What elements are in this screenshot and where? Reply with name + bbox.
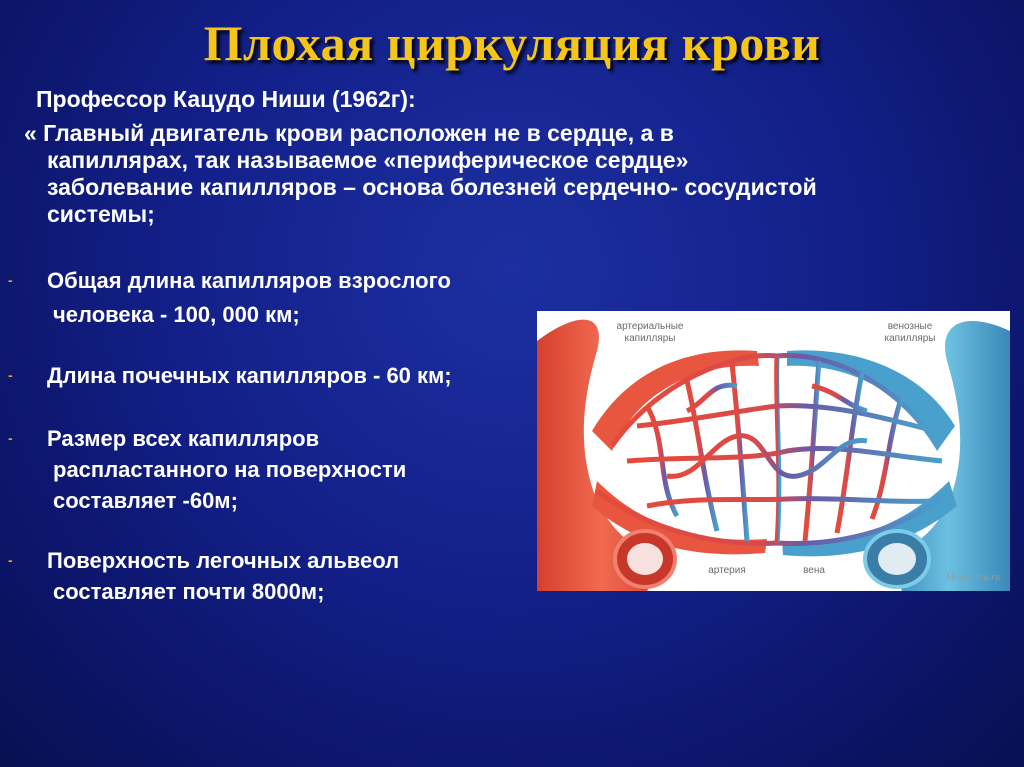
fact-line: составляет почти 8000м; <box>53 579 325 604</box>
fact-line: Поверхность легочных альвеол <box>47 548 400 573</box>
label-venous-capillaries <box>855 321 965 345</box>
capillary-illustration <box>537 311 1010 591</box>
label-text: венозные <box>887 321 933 332</box>
slide-title: Плохая циркуляция крови <box>203 15 821 71</box>
label-text: капилляры <box>624 333 676 344</box>
fact-line: Длина почечных капилляров - 60 км; <box>47 363 452 388</box>
quote-line: заболевание капилляров – основа болезней сердечно- сосудистой <box>47 174 817 200</box>
author-line: Профессор Кацудо Ниши (1962г): <box>36 86 416 112</box>
fact-line: составляет -60м; <box>53 488 238 513</box>
label-arterial-capillaries <box>595 321 705 345</box>
fact-line: человека - 100, 000 км; <box>53 302 300 327</box>
capillary-diagram <box>537 311 1010 591</box>
bullet-marker: - <box>8 367 13 383</box>
label-vein: вена <box>803 565 825 576</box>
label-text: капилляры <box>884 333 936 344</box>
bullet-marker: - <box>8 430 13 446</box>
fact-line: Общая длина капилляров взрослого <box>47 268 451 293</box>
quote-line: системы; <box>47 201 155 227</box>
fact-line: распластанного на поверхности <box>53 457 407 482</box>
watermark: Mede-cina.ru <box>945 572 1000 583</box>
label-text: артериальные <box>616 321 684 332</box>
label-artery: артерия <box>708 565 746 576</box>
quote-line: капиллярах, так называемое «периферическое сердце» <box>47 147 689 173</box>
fact-line: Размер всех капилляров <box>47 426 320 451</box>
bullet-marker: - <box>8 552 13 568</box>
quote-block <box>24 120 817 228</box>
bullet-marker: - <box>8 272 13 288</box>
quote-line: « Главный двигатель крови расположен не в сердце, а в <box>24 120 674 146</box>
